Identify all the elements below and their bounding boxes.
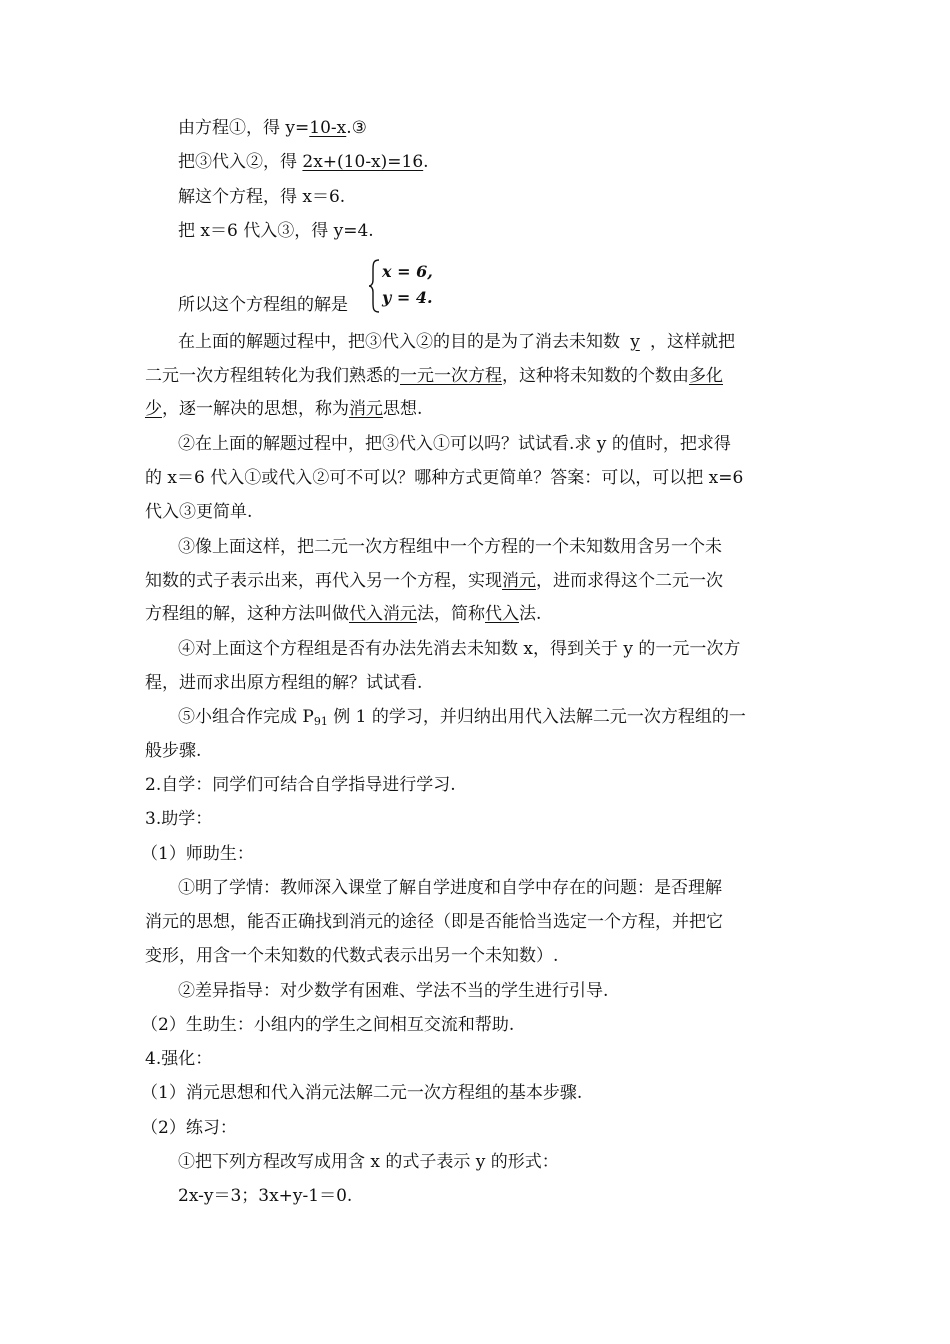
text-line — [145, 603, 541, 625]
section-heading: 4.强化： — [145, 1049, 213, 1069]
text-line: ④对上面这个方程组是否有办法先消去未知数 x，得到关于 y 的一元一次方 — [178, 639, 741, 659]
text-line: 把 x＝6 代入③，得 y=4. — [178, 221, 374, 241]
text-span: 把③代入②，得 — [178, 152, 303, 172]
left-brace-icon — [368, 258, 380, 314]
text-line — [145, 365, 723, 387]
text-line — [178, 706, 746, 733]
underlined-answer: 代入消元 — [349, 604, 417, 624]
text-span: 例 1 的学习，并归纳出用代入法解二元一次方程组的一 — [327, 707, 746, 727]
text-line: 变形，用含一个未知数的代数式表示出另一个未知数）. — [145, 946, 559, 966]
fill-blank-answer: y — [630, 332, 640, 352]
page-subscript: 91 — [313, 715, 328, 728]
text-line: ①把下列方程改写成用含 x 的式子表示 y 的形式： — [178, 1152, 559, 1172]
text-span: 思想. — [383, 399, 423, 419]
text-line — [178, 151, 429, 173]
text-span: . — [423, 152, 429, 172]
equation-y: y = 4. — [382, 288, 433, 307]
text-line: ②差异指导：对少数学有困难、学法不当的学生进行引导. — [178, 981, 609, 1001]
text-line — [145, 570, 723, 592]
equation-system — [368, 258, 448, 314]
text-line — [145, 398, 422, 420]
text-span: 二元一次方程组转化为我们熟悉的 — [145, 366, 400, 386]
underlined-answer: 代入 — [485, 604, 519, 624]
text-line: 解这个方程，得 x＝6. — [178, 187, 346, 207]
equation-x: x = 6, — [382, 262, 433, 281]
text-span: 知数的式子表示出来，再代入另一个方程，实现 — [145, 571, 502, 591]
text-line: 2x-y＝3；3x+y-1＝0. — [178, 1186, 353, 1206]
text-span: 法. — [519, 604, 542, 624]
text-line: 所以这个方程组的解是 — [178, 295, 348, 315]
text-span: ，这种将未知数的个数由 — [502, 366, 689, 386]
text-line — [178, 331, 735, 353]
underlined-answer: 消元 — [502, 571, 536, 591]
text-span: 在上面的解题过程中，把③代入②的目的是为了消去未知数 — [178, 332, 620, 352]
text-line: ②在上面的解题过程中，把③代入①可以吗？试试看.求 y 的值时，把求得 — [178, 434, 731, 454]
underlined-answer: 少 — [145, 399, 162, 419]
text-line: 消元的思想，能否正确找到消元的途径（即是否能恰当选定一个方程，并把它 — [145, 912, 723, 932]
section-heading: 3.助学： — [145, 809, 213, 829]
text-line: ①明了学情：教师深入课堂了解自学进度和自学中存在的问题：是否理解 — [178, 878, 722, 898]
subsection-heading: （2）生助生：小组内的学生之间相互交流和帮助. — [141, 1015, 515, 1035]
text-line — [178, 117, 367, 139]
underlined-answer: 一元一次方程 — [400, 366, 502, 386]
text-span: ⑤小组合作完成 P — [178, 707, 314, 727]
subsection-heading: （1）消元思想和代入消元法解二元一次方程组的基本步骤. — [141, 1083, 583, 1103]
subsection-heading: （1）师助生： — [141, 844, 254, 864]
text-span: 方程组的解，这种方法叫做 — [145, 604, 349, 624]
text-line: ③像上面这样，把二元一次方程组中一个方程的一个未知数用含另一个未 — [178, 537, 722, 557]
section-heading: 2.自学：同学们可结合自学指导进行学习. — [145, 775, 456, 795]
text-span: 法，简称 — [417, 604, 485, 624]
text-span: ，这样就把 — [650, 332, 735, 352]
text-line: 的 x＝6 代入①或代入②可不可以？哪种方式更简单？答案：可以，可以把 x=6 — [145, 468, 744, 488]
underlined-answer: 10-x — [309, 118, 347, 138]
underlined-answer: 消元 — [349, 399, 383, 419]
text-line: 代入③更简单. — [145, 502, 253, 522]
text-line: 程，进而求出原方程组的解？试试看. — [145, 673, 423, 693]
text-span: 由方程①，得 y= — [178, 118, 310, 138]
text-span: .③ — [346, 118, 367, 138]
text-span: ，逐一解决的思想，称为 — [162, 399, 349, 419]
text-line: 般步骤. — [145, 741, 202, 761]
subsection-heading: （2）练习： — [141, 1118, 237, 1138]
underlined-answer: 多化 — [689, 366, 723, 386]
underlined-answer: 2x+(10-x)=16 — [302, 152, 424, 172]
text-span: ，进而求得这个二元一次 — [536, 571, 723, 591]
